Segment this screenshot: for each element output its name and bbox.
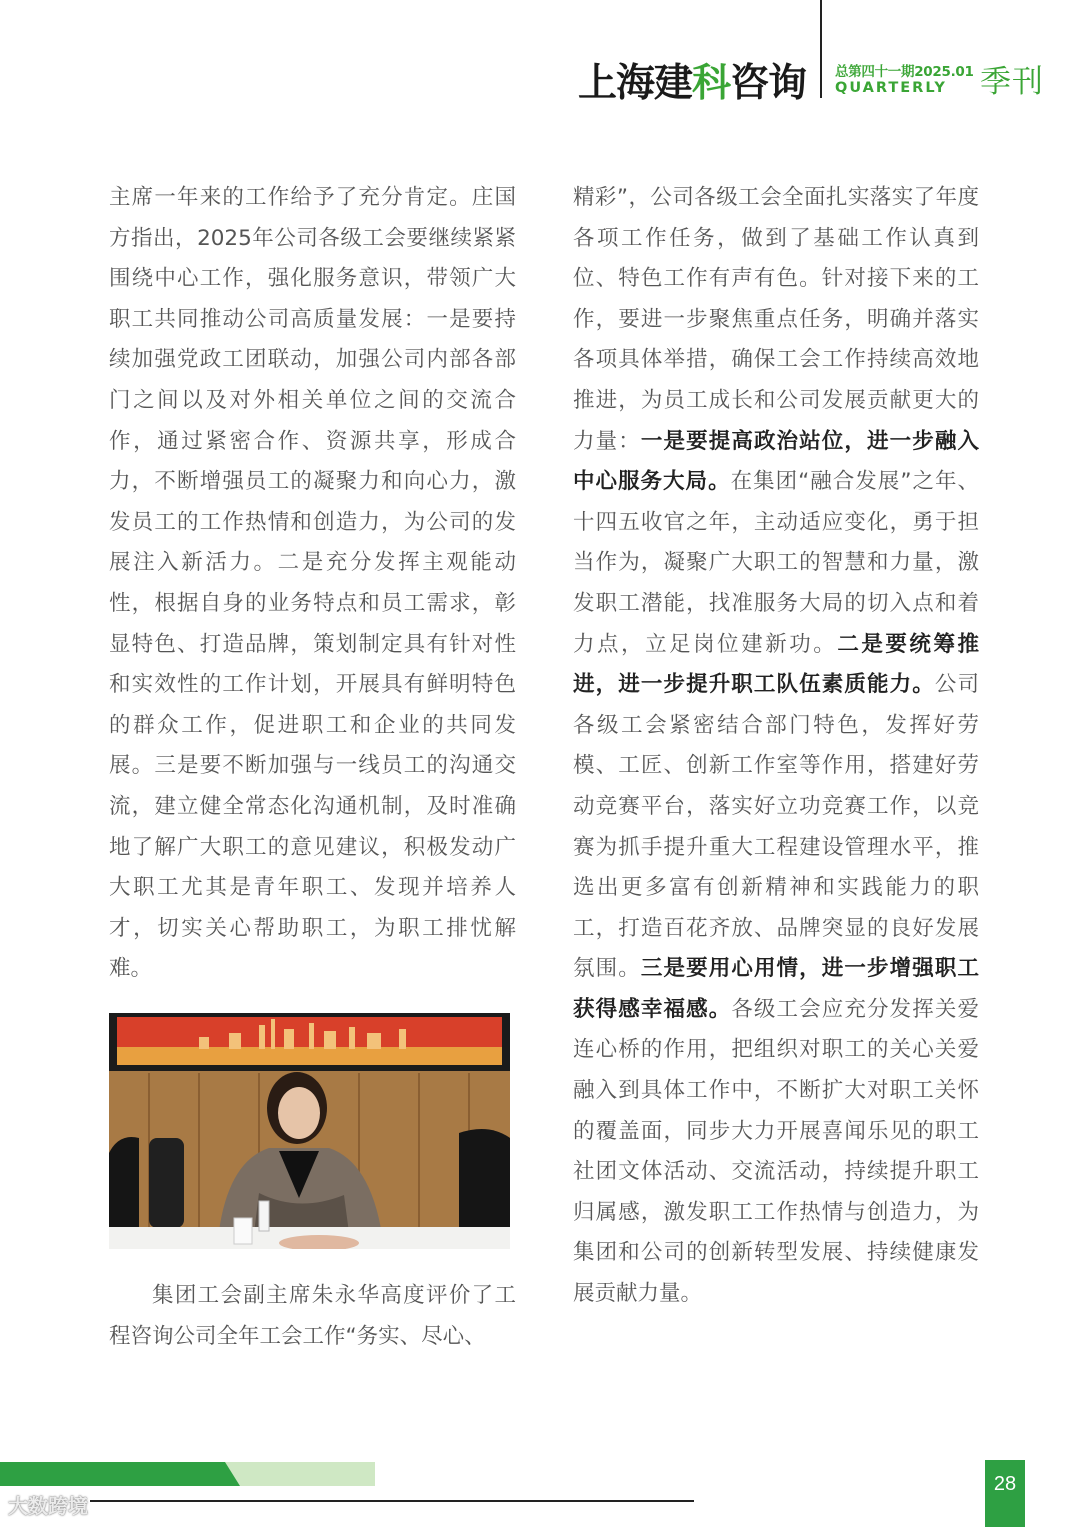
right-paragraph — [573, 178, 979, 1315]
title-accent: 科 — [692, 61, 731, 106]
issue-number: 总第四十一期2025.01 — [835, 64, 974, 80]
footer-rule — [90, 1500, 694, 1502]
right-text-4: 各级工会应充分发挥关爱连心桥的作用，把组织对职工的关心关爱融入到具体工作中，不断扩大对职工关怀的覆盖面，同步大力开展喜闻乐见的职工社团文体活动、交流活动，持续提升职工归属感，激发职工工作热情与创造力，为集团和公司的创新转型发展、持续健康发展贡献力量。 — [573, 996, 979, 1307]
watermark: 大数跨境 — [8, 1494, 88, 1518]
title-main: 上海建 — [578, 61, 693, 106]
page-number: 28 — [993, 1473, 1017, 1495]
header-divider — [820, 0, 822, 98]
right-column — [573, 178, 979, 1315]
footer-dark-bar — [0, 1462, 240, 1486]
title-tail: 咨询 — [730, 61, 807, 106]
left-column — [109, 178, 516, 990]
left-paragraph: 主席一年来的工作给予了充分肯定。庄国方指出，2025年公司各级工会要继续紧紧围绕中心工作，强化服务意识，带领广大职工共同推动公司高质量发展：一是要持续加强党政工团联动，加强公司内部各部门之间以及对外相关单位之间的交流合作，通过紧密合作、资源共享，形成合力，不断增强员工的凝聚力和向心力，激发员工的工作热情和创造力，为公司的发展注入新活力。二是充分发挥主观能动性，根据自身的业务特点和员工需求，彰显特色、打造品牌，策划制定具有针对性和实效性的工作计划，开展具有鲜明特色的群众工作，促进职工和企业的共同发展。三是要不断加强与一线员工的沟通交流，建立健全常态化沟通机制，及时准确地了解广大职工的意见建议，积极发动广大职工尤其是青年职工、发现并培养人才，切实关心帮助职工，为职工排忧解难。 — [109, 185, 516, 982]
right-text-2: 在集团“融合发展”之年、十四五收官之年，主动适应变化，勇于担当作为，凝聚广大职工的智慧和力量，激发职工潜能，找准服务大局的切入点和着力点，立足岗位建新功。 — [573, 469, 979, 657]
magazine-title — [578, 52, 814, 104]
key-point-1: 一是要提高政治站位，进一步融入中心服务大局。 — [573, 428, 979, 495]
key-point-3: 三是要用心用情，进一步增强职工获得感幸福感。 — [573, 956, 979, 1022]
key-point-2: 二是要统筹推进，进一步提升职工队伍素质能力。 — [573, 631, 979, 698]
quarterly-label: QUARTERLY — [835, 80, 947, 96]
right-text-3: 公司各级工会紧密结合部门特色，发挥好劳模、工匠、创新工作室等作用，搭建好劳动竞赛平台，落实好立功竞赛工作，以竞赛为抓手提升重大工程建设管理水平，推选出更多富有创新精神和实践能力的职工，打造百花齐放、品牌突显的良好发展氛围。 — [573, 672, 979, 982]
meeting-photo — [109, 1013, 510, 1249]
right-text-1: 精彩”，公司各级工会全面扎实落实了年度各项工作任务，做到了基础工作认真到位、特色工作有声有色。针对接下来的工作，要进一步聚焦重点任务，明确并落实各项具体举措，确保工会工作持续高效地推进，为员工成长和公司发展贡献更大的力量： — [573, 185, 979, 454]
quarterly-chinese-label: 季刊 — [980, 64, 1044, 100]
photo-caption: 集团工会副主席朱永华高度评价了工程咨询公司全年工会工作“务实、尽心、 — [109, 1283, 516, 1349]
